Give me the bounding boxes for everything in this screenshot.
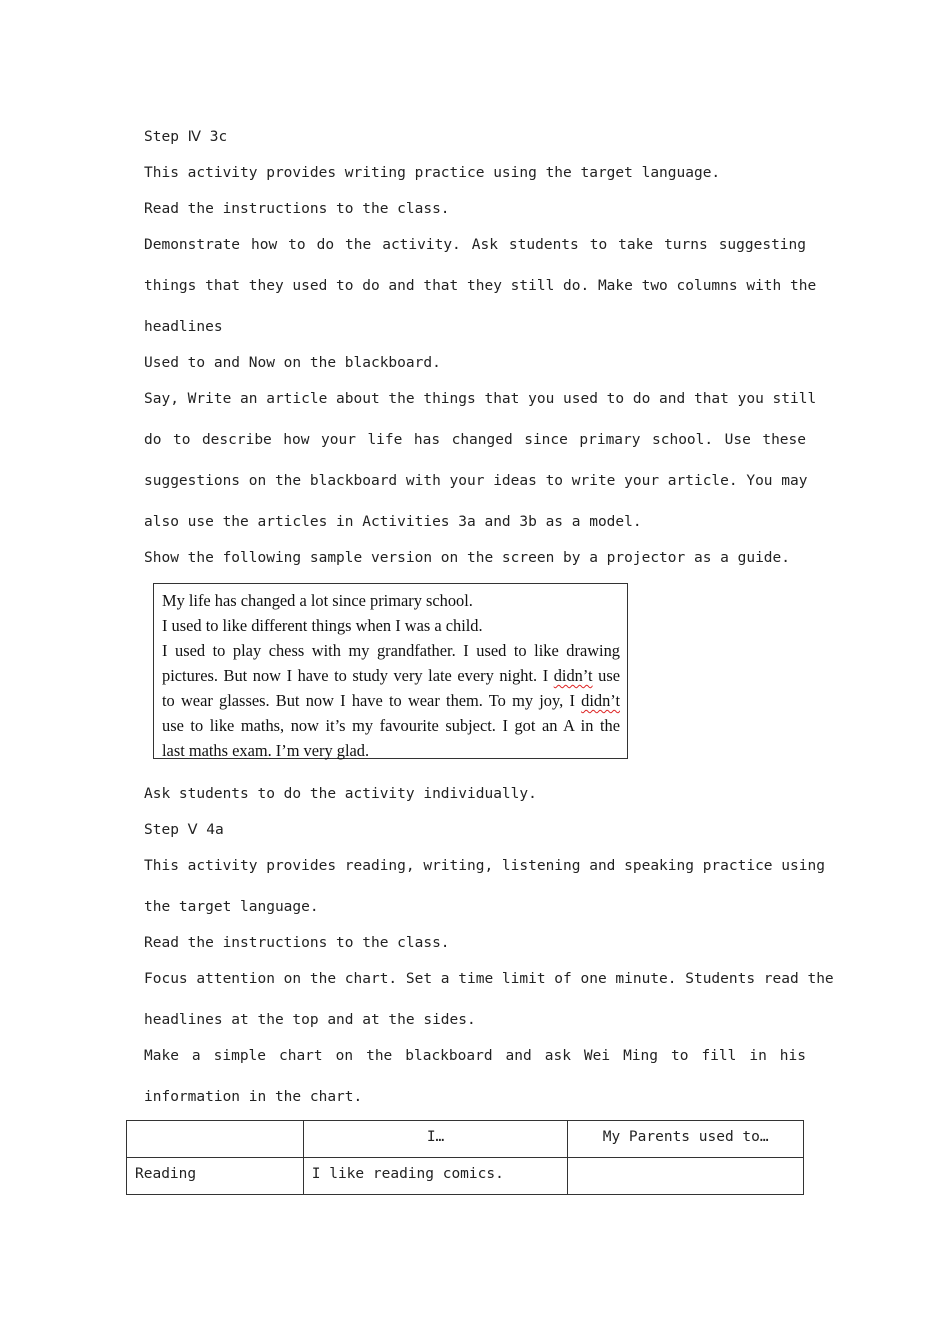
paragraph-line: things that they used to do and that they still do. Make two columns with the bbox=[144, 278, 817, 294]
paragraph-line: Demonstrate how to do the activity. Ask students to take turns suggesting bbox=[144, 237, 806, 253]
sample-line bbox=[162, 663, 620, 688]
spellcheck-word: didn’t bbox=[553, 666, 593, 685]
paragraph-line: Say, Write an article about the things that you used to do and that you still bbox=[144, 391, 817, 407]
info-chart-table bbox=[126, 1120, 804, 1195]
sample-line: My life has changed a lot since primary school. bbox=[162, 591, 473, 610]
paragraph-line: Read the instructions to the class. bbox=[144, 935, 450, 951]
sample-line: last maths exam. I’m very glad. bbox=[162, 741, 370, 760]
sample-line: I used to play chess with my grandfather. I used to like drawing bbox=[162, 641, 620, 660]
paragraph-line: suggestions on the blackboard with your ideas to write your article. You may bbox=[144, 473, 808, 489]
paragraph-line: headlines bbox=[144, 319, 223, 335]
table-header-cell: I… bbox=[303, 1121, 568, 1158]
sample-line bbox=[162, 688, 620, 713]
table-cell: Reading bbox=[127, 1158, 304, 1195]
table-cell: I like reading comics. bbox=[303, 1158, 568, 1195]
table-cell bbox=[568, 1158, 804, 1195]
paragraph-line: Make a simple chart on the blackboard and ask Wei Ming to fill in his bbox=[144, 1048, 806, 1064]
table-row bbox=[127, 1158, 804, 1195]
paragraph-line: do to describe how your life has changed since primary school. Use these bbox=[144, 432, 806, 448]
spellcheck-word: didn’t bbox=[581, 691, 620, 710]
paragraph-line: also use the articles in Activities 3a and 3b as a model. bbox=[144, 514, 642, 530]
sample-line: I used to like different things when I was a child. bbox=[162, 616, 483, 635]
paragraph-line: information in the chart. bbox=[144, 1089, 363, 1105]
table-header-row bbox=[127, 1121, 804, 1158]
sample-text: to wear glasses. But now I have to wear them. To my joy, I bbox=[162, 691, 582, 710]
step-heading: Step Ⅴ 4a bbox=[144, 822, 224, 838]
paragraph-line: Read the instructions to the class. bbox=[144, 201, 450, 217]
table-header-cell: My Parents used to… bbox=[568, 1121, 804, 1158]
sample-text: use bbox=[592, 666, 620, 685]
paragraph-line: headlines at the top and at the sides. bbox=[144, 1012, 476, 1028]
table-header-cell bbox=[127, 1121, 304, 1158]
paragraph-line: Show the following sample version on the screen by a projector as a guide. bbox=[144, 550, 791, 566]
sample-article-box bbox=[153, 583, 628, 759]
sample-line: use to like maths, now it’s my favourite subject. I got an A in the bbox=[162, 716, 620, 735]
paragraph-line: Focus attention on the chart. Set a time limit of one minute. Students read the bbox=[144, 971, 834, 987]
paragraph-line: Used to and Now on the blackboard. bbox=[144, 355, 441, 371]
step-heading: Step Ⅳ 3c bbox=[144, 129, 228, 145]
paragraph-line: This activity provides writing practice using the target language. bbox=[144, 165, 721, 181]
paragraph-line: This activity provides reading, writing, listening and speaking practice using bbox=[144, 858, 825, 874]
paragraph-line: the target language. bbox=[144, 899, 319, 915]
sample-text: pictures. But now I have to study very late every night. I bbox=[162, 666, 554, 685]
paragraph-line: Ask students to do the activity individually. bbox=[144, 786, 537, 802]
